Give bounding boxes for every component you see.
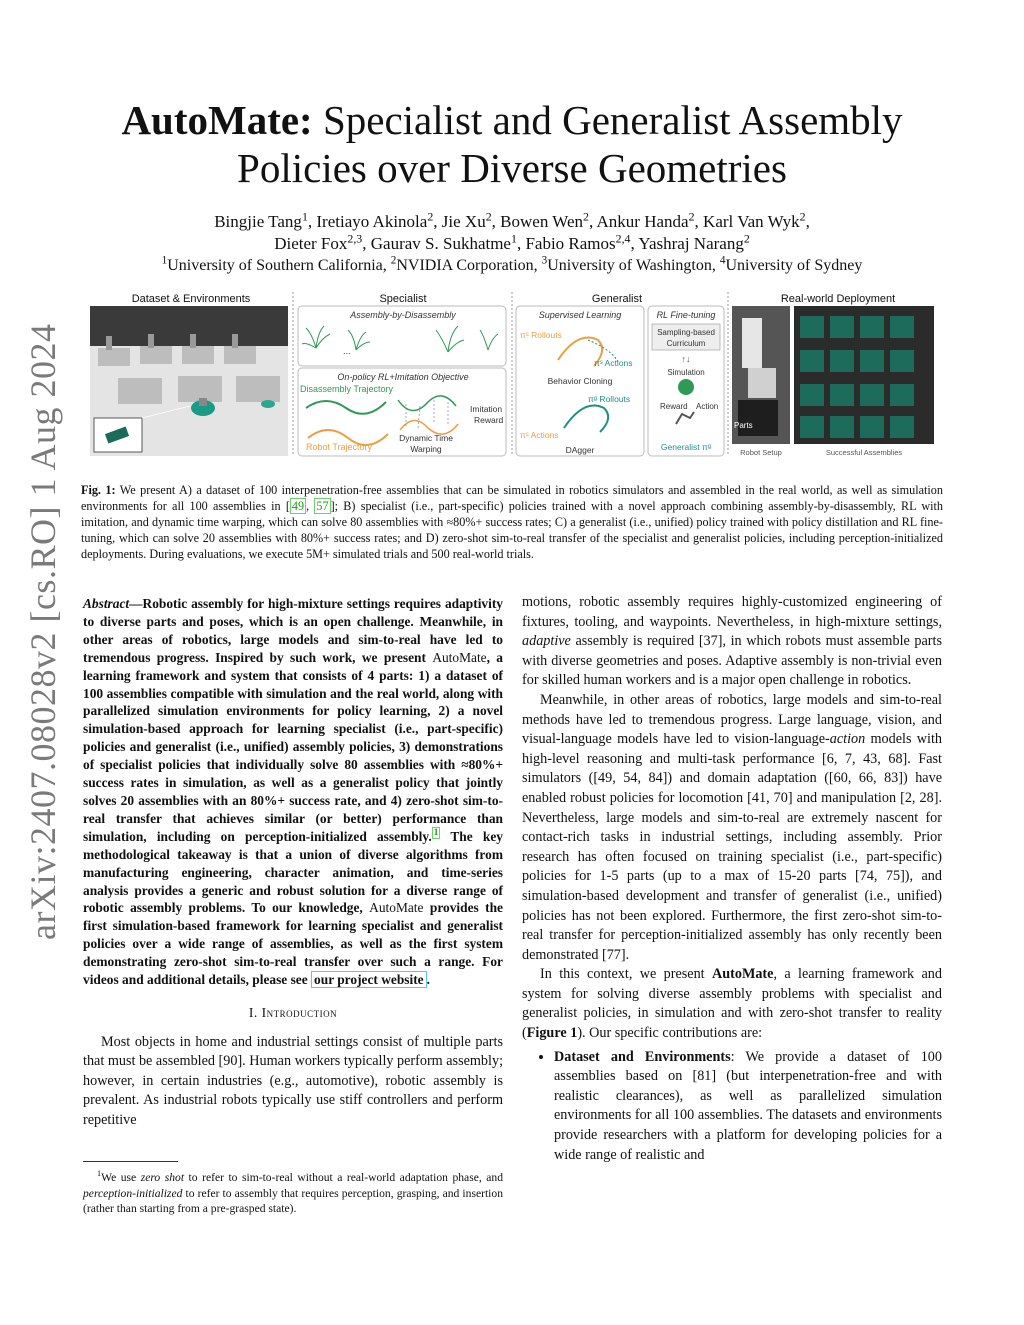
para-text: motions, robotic assembly requires highly-customized engineering of fixtures, tooling, and waypoints. Nevertheless, in high-mixture settings, xyxy=(522,594,942,630)
paper-title xyxy=(0,96,1024,192)
author-sup: 2 xyxy=(485,209,492,224)
dataset-render xyxy=(90,306,288,456)
supervised-label: Supervised Learning xyxy=(538,310,622,320)
para-text: Meanwhile, in other areas of robotics, large models and sim-to-real methods have led to tremendous progress. Large language, vision, and visual-language models have led to vision-language- xyxy=(522,691,942,748)
author: Bowen Wen xyxy=(500,212,584,231)
footnote-link[interactable]: 1 xyxy=(433,828,439,839)
author: Karl Van Wyk xyxy=(703,212,800,231)
author-sup: 1 xyxy=(510,231,517,246)
affil-sup: 1 xyxy=(161,254,168,267)
affil-sup: 4 xyxy=(719,254,726,267)
author-sup: 2 xyxy=(583,209,589,224)
simulation-label: Simulation xyxy=(667,368,705,377)
author-sup: 2,3 xyxy=(347,231,363,246)
affiliation: University of Sydney xyxy=(725,257,863,274)
left-column xyxy=(83,595,503,1131)
assembly-grid xyxy=(794,306,934,444)
footnote-rule xyxy=(83,1161,178,1162)
authors-line1: Bingjie Tang$^1$, Iretiayo Akinola$^2$, Jie Xu$^2$, Bowen Wen$^2$, Ankur Handa$^2$, Karl Van Wyk$^2$, xyxy=(214,209,810,231)
abstract-text: provides the first simulation-based framework for learning specialist and generalist policies over a wide range of assemblies, as well as the first system demonstrating zero-shot sim-to-real transfer over such a range. For videos and additional details, please see xyxy=(83,900,503,988)
rollouts-s-label: πˢ Rollouts xyxy=(520,330,562,340)
automate-name: AutoMate xyxy=(369,900,424,916)
figure-1 xyxy=(88,288,936,460)
caption-text: ; B) specialist (i.e., part-specific) policies trained with a novel approach combining assembly-by-disassembly, RL with imitation, and dynamic time warping, which can solve 80 assemblies with ≈80%+ success rates; C) a generalist (i.e., unified) policy trained with policy distillation and RL fine-tuning, which can solve 20 assemblies with 80%+ success rates; and D) zero-shot sim-to-real transfer of the specialist and generalist policies, including perception-initialized deployments. During evaluations, we execute 5M+ simulated trials and 500 real-world trials. xyxy=(81,499,944,561)
author: Gaurav S. Sukhatme xyxy=(370,234,511,253)
author-sup: 2,4 xyxy=(615,231,631,246)
actions-s2-label: πˢ Actions xyxy=(520,430,559,440)
citation-link[interactable]: 57 xyxy=(316,499,329,513)
citation-link[interactable]: 49 xyxy=(291,499,305,513)
title-bold: AutoMate: xyxy=(121,97,313,143)
project-website-link[interactable]: our project website xyxy=(311,971,427,988)
footnote-term: perception-initialized xyxy=(83,1186,183,1200)
dtw-label-1: Dynamic Time xyxy=(399,433,453,443)
dagger-label: DAgger xyxy=(565,445,595,455)
reward-rl-label: Reward xyxy=(660,402,688,411)
arxiv-stamp: arXiv:2407.08028v2 [cs.RO] 1 Aug 2024 xyxy=(23,323,63,940)
intro-paragraph: Most objects in home and industrial settings consist of multiple parts that must be assembled [90]. Human workers typically perform assembly; however, in certain industries (e.g., automotive), robotic assembly is prevalent. As industrial robots typically use stiff controllers and perform repetitive xyxy=(83,1033,504,1128)
authors-line2: Dieter Fox$^{2,3}$, Gaurav S. Sukhatme$^1$, Fabio Ramos$^{2,4}$, Yashraj Narang$^2$ xyxy=(274,231,750,253)
author-sup: 2 xyxy=(799,209,806,224)
disassembly-trajectory-label: Disassembly Trajectory xyxy=(300,384,394,394)
ellipsis: ... xyxy=(343,346,351,356)
globe-icon xyxy=(678,379,694,395)
author-sup: 2 xyxy=(688,209,695,224)
figure-1-svg xyxy=(88,288,936,460)
specialist-panel xyxy=(298,306,506,456)
section-heading xyxy=(83,1003,503,1023)
dtw-label-2: Warping xyxy=(410,444,442,454)
footnote-text: We use xyxy=(101,1171,141,1184)
generalist-panel xyxy=(516,306,724,456)
automate-name: AutoMate xyxy=(432,649,487,665)
caption-label: Fig. 1: xyxy=(81,483,116,497)
successful-label: Successful Assemblies xyxy=(825,448,903,457)
author: Iretiayo Akinola xyxy=(316,212,428,231)
robot-setup-label: Robot Setup xyxy=(740,448,782,457)
paragraph xyxy=(522,691,942,965)
paragraph xyxy=(522,965,942,1043)
reward-label: Reward xyxy=(474,415,504,425)
affiliation: University of Washington xyxy=(547,257,712,274)
para-text: ). Our specific contributions are: xyxy=(577,1025,763,1042)
author: Dieter Fox xyxy=(274,234,348,253)
abstract-text: —Robotic assembly for high-mixture settings requires adaptivity to diverse parts and poses, which is an open challenge. Meanwhile, in other areas of robotics, large models and sim-to-real have led to tremendous progress. Inspired by such work, we present xyxy=(83,596,503,665)
panel-realworld-title: Real-world Deployment xyxy=(780,293,896,305)
sampling-label-2: Curriculum xyxy=(666,339,706,348)
para-emph: action xyxy=(829,731,866,748)
author: Jie Xu xyxy=(441,212,486,231)
action-rl-label: Action xyxy=(696,402,719,411)
footnote-mark: 1 xyxy=(97,1169,102,1179)
rollouts-g-label: πᵍ Rollouts xyxy=(588,394,631,404)
contribution-list xyxy=(522,1048,942,1166)
author: Bingjie Tang xyxy=(214,212,302,231)
author: Ankur Handa xyxy=(596,212,689,231)
author-sup: 1 xyxy=(301,209,308,224)
para-text: models with high-level reasoning and multi-task performance [6, 7, 43, 68]. Fast simulators ([49, 54, 84]) and domain adaptation ([60, 66, 83]) have enabled robust policies for locomotion [41, 70] and manipulation [2, 28]. Nevertheless, large models and sim-to-real are extremely nascent for contact-rich tasks in industrial settings, including assembly. Prior research has often focused on training specialist (i.e., part-specific) policies for 1-5 parts (up to a max of 15-20 parts [74, 75]), and simulation-based development and transfer of generalist (i.e., unified) policies has not been explored. Furthermore, the first zero-shot sim-to-real transfer for perception-initialized assembly has only recently been demonstrated [77]. xyxy=(522,731,942,963)
affiliations: $^1$University of Southern California, $^2$NVIDIA Corporation, $^3$University of Washington, $^4$University of Sydney xyxy=(161,254,863,274)
affil-sup: 2 xyxy=(390,254,397,267)
list-item xyxy=(554,1048,942,1166)
bullet-label: Dataset and Environments xyxy=(554,1048,731,1065)
para-text: In this context, we present xyxy=(540,966,712,983)
footnote-text: to refer to sim-to-real without a real-world adaptation phase, and xyxy=(184,1171,503,1184)
para-emph: adaptive xyxy=(522,633,571,650)
author: Yashraj Narang xyxy=(638,234,744,253)
figure-ref: Figure 1 xyxy=(526,1025,578,1042)
footnote-text: to refer to assembly that requires perception, grasping, and insertion (rather than starting from a pre-grasped state). xyxy=(83,1186,503,1215)
abstract-text: . xyxy=(426,972,430,988)
paragraph xyxy=(522,593,942,691)
imitation-label: Imitation xyxy=(470,404,503,414)
panel-generalist-title: Generalist xyxy=(591,293,643,305)
assembly-by-disassembly-label: Assembly-by-Disassembly xyxy=(350,310,456,320)
title-line2: Policies over Diverse Geometries xyxy=(237,145,787,191)
rl-finetune-label: RL Fine-tuning xyxy=(656,310,716,320)
author-sup: 2 xyxy=(743,231,750,246)
author-list xyxy=(0,211,1024,255)
author-sup: 2 xyxy=(427,209,434,224)
title-rest: Specialist and Generalist Assembly xyxy=(312,97,903,143)
abstract xyxy=(83,595,503,989)
objective-label: On-policy RL+Imitation Objective xyxy=(337,372,469,382)
generalist-pi-label: Generalist πᵍ xyxy=(660,442,712,452)
arrows-icon: ↑↓ xyxy=(681,354,691,364)
author: Fabio Ramos xyxy=(525,234,616,253)
section-number: I. xyxy=(248,1004,262,1020)
abstract-label: Abstract xyxy=(83,596,130,611)
automate-name: AutoMate xyxy=(711,966,774,983)
right-column xyxy=(522,593,942,1165)
caption-text: We present A) a dataset of 100 interpenetration-free assemblies that can be simulated in robotics simulators and assembled in the real world, as well as simulation environments for all 100 assemblies in xyxy=(81,483,943,513)
footnote-term: zero shot xyxy=(140,1171,185,1184)
affiliation: University of Southern California xyxy=(167,257,383,274)
sampling-label-1: Sampling-based xyxy=(657,328,715,337)
section-title: Introduction xyxy=(261,1004,338,1020)
figure-caption: Fig. 1: We present A) a dataset of 100 interpenetration-free assemblies that can be simulated in robotics simulators and assembled in the real world, as well as simulation environments for all 100 assemblies in [ 49 , 57 ]; B) specialist (i.e., part-specific) policies trained with a novel approach combining assembly-by-disassembly, RL with imitation, and dynamic time warping, which can solve 80 assemblies with ≈80%+ success rates; C) a generalist (i.e., unified) policy trained with policy distillation and RL fine-tuning, which can solve 20 assemblies with 80%+ success rates; and D) zero-shot sim-to-real transfer of the specialist and generalist policies, including perception-initialized deployments. During evaluations, we execute 5M+ simulated trials and 500 real-world trials. xyxy=(81,483,944,561)
panel-dataset-title: Dataset & Environments xyxy=(131,293,251,305)
panel-specialist-title: Specialist xyxy=(379,293,427,305)
affiliation: NVIDIA Corporation xyxy=(396,257,534,274)
robot-trajectory-label: Robot Trajectory xyxy=(306,442,373,452)
para-text: , a learning framework and system for solving diverse assembly problems with specialist and generalist policies, in simulation and with zero-shot transfer to reality ( xyxy=(522,966,942,1042)
realworld-panel xyxy=(732,306,934,457)
abstract-text: , a learning framework and system that consists of 4 parts: 1) a dataset of 100 assemblies compatible with simulation and the real world, along with parallelized simulation environments for policy learning, 2) a novel simulation-based approach for learning specialist (i.e., part-specific) policies and generalist (i.e., unified) assembly policies, 3) demonstrations of specialist policies that individually solve 80 assemblies with ≈80%+ success rates in simulation, as well as a generalist policy that jointly solves 20 assemblies with an 80%+ success rate, and 4) zero-shot sim-to-real transfer that achieves similar (or better) performance than simulation, including on perception-initialized assembly. xyxy=(83,649,503,844)
actions-s-label: πˢ Actions xyxy=(594,358,633,368)
behavior-cloning-label: Behavior Cloning xyxy=(547,376,613,386)
affil-sup: 3 xyxy=(541,254,548,267)
footnote xyxy=(83,1170,503,1217)
bullet-text: : We provide a dataset of 100 assemblies based on [81] (but interpenetration-free and with realistic clearances), as well as parallelized simulation environments for all 100 assemblies. The datasets and environments provide researchers with a platform for developing policies for a wide range of realistic and xyxy=(554,1048,942,1163)
parts-label: Parts xyxy=(734,421,753,430)
abstract-text: The key methodological takeaway is that a union of diverse algorithms from manufacturing engineering, character animation, and time-series analysis provides a generic and robust solution for a diverse range of robotic assembly problems. To our knowledge, xyxy=(83,828,503,916)
para-text: assembly is required [37], in which robots must assemble parts with diverse geometries and poses. Adaptive assembly is non-trivial even for skilled human workers and is a major open challenge in robotics. xyxy=(522,633,942,689)
